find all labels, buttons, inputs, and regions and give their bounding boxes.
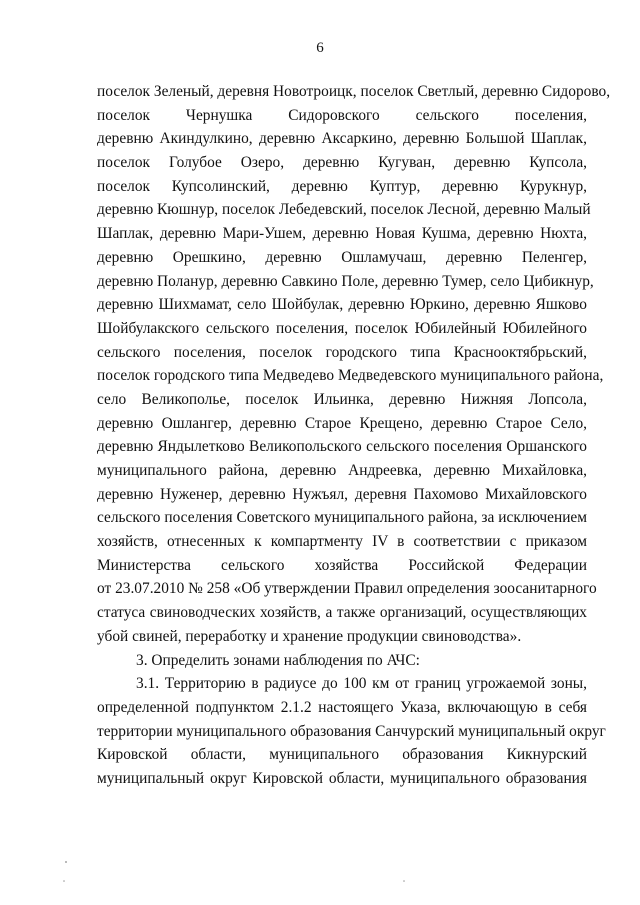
- text-line: муниципальный округ Кировской области, муниципального образования: [97, 769, 587, 787]
- text-line: определенной подпунктом 2.1.2 настоящего Указа, включающую в себя: [97, 698, 587, 716]
- text-line: 3.1. Территорию в радиусе до 100 км от границ угрожаемой зоны,: [136, 675, 587, 693]
- text-line: сельского поселения, поселок городского типа Краснооктябрьский,: [97, 343, 587, 361]
- text-line: Шаплак, деревню Мари-Ушем, деревню Новая Кушма, деревню Нюхта,: [97, 225, 587, 243]
- text-line: поселок Купсолинский, деревню Куптур, деревню Курукнур,: [97, 177, 587, 195]
- text-line: хозяйств, отнесенных к компартменту IV в соответствии с приказом: [97, 533, 587, 551]
- text-line: поселок Зеленый, деревня Новотроицк, поселок Светлый, деревню Сидорово,: [97, 83, 611, 100]
- page-number: 6: [316, 40, 324, 56]
- text-line: убой свиней, переработку и хранение продукции свиноводства».: [97, 627, 522, 645]
- text-line: сельского поселения Советского муниципального района, за исключением: [97, 509, 587, 527]
- text-line: территории муниципального образования Санчурский муниципальный округ: [97, 722, 606, 740]
- text-line: деревню Яндылетково Великопольского сельского поселения Оршанского: [97, 438, 587, 456]
- text-line: деревню Ошлангер, деревню Старое Крещено, деревню Старое Село,: [97, 414, 587, 432]
- text-line: от 23.07.2010 № 258 «Об утверждении Правил определения зоосанитарного: [97, 580, 597, 598]
- text-line: деревню Акиндулкино, деревню Аксаркино, деревню Большой Шаплак,: [97, 130, 587, 148]
- scan-speck: [65, 861, 67, 863]
- scan-speck: [403, 880, 405, 882]
- scan-speck: [63, 880, 65, 882]
- text-line: муниципального района, деревню Андреевка, деревню Михайловка,: [97, 462, 587, 479]
- text-line: деревню Нуженер, деревню Нужъял, деревня Пахомово Михайловского: [97, 485, 587, 503]
- text-line: поселок Голубое Озеро, деревню Кугуван, деревню Купсола,: [97, 154, 587, 172]
- text-line: село Великополье, поселок Ильинка, деревню Нижняя Лопсола,: [97, 390, 587, 408]
- text-line: 3. Определить зонами наблюдения по АЧС:: [136, 651, 420, 669]
- text-line: поселок Чернушка Сидоровского сельского поселения,: [97, 106, 587, 124]
- text-line: Шойбулакского сельского поселения, поселок Юбилейный Юбилейного: [97, 319, 587, 337]
- text-line: деревню Кюшнур, поселок Лебедевский, поселок Лесной, деревню Малый: [97, 201, 591, 219]
- text-line: деревню Поланур, деревню Савкино Поле, деревню Тумер, село Цибикнур,: [97, 272, 594, 290]
- text-line: статуса свиноводческих хозяйств, а также организаций, осуществляющих: [97, 604, 587, 622]
- text-line: поселок городского типа Медведево Медведевского муниципального района,: [97, 367, 604, 385]
- text-line: деревню Шихмамат, село Шойбулак, деревню Юркино, деревню Яшково: [97, 296, 587, 314]
- text-line: Министерства сельского хозяйства Российской Федерации: [97, 556, 587, 574]
- text-line: деревню Орешкино, деревню Ошламучаш, деревню Пеленгер,: [97, 248, 587, 266]
- text-line: Кировской области, муниципального образования Кикнурский: [97, 746, 587, 764]
